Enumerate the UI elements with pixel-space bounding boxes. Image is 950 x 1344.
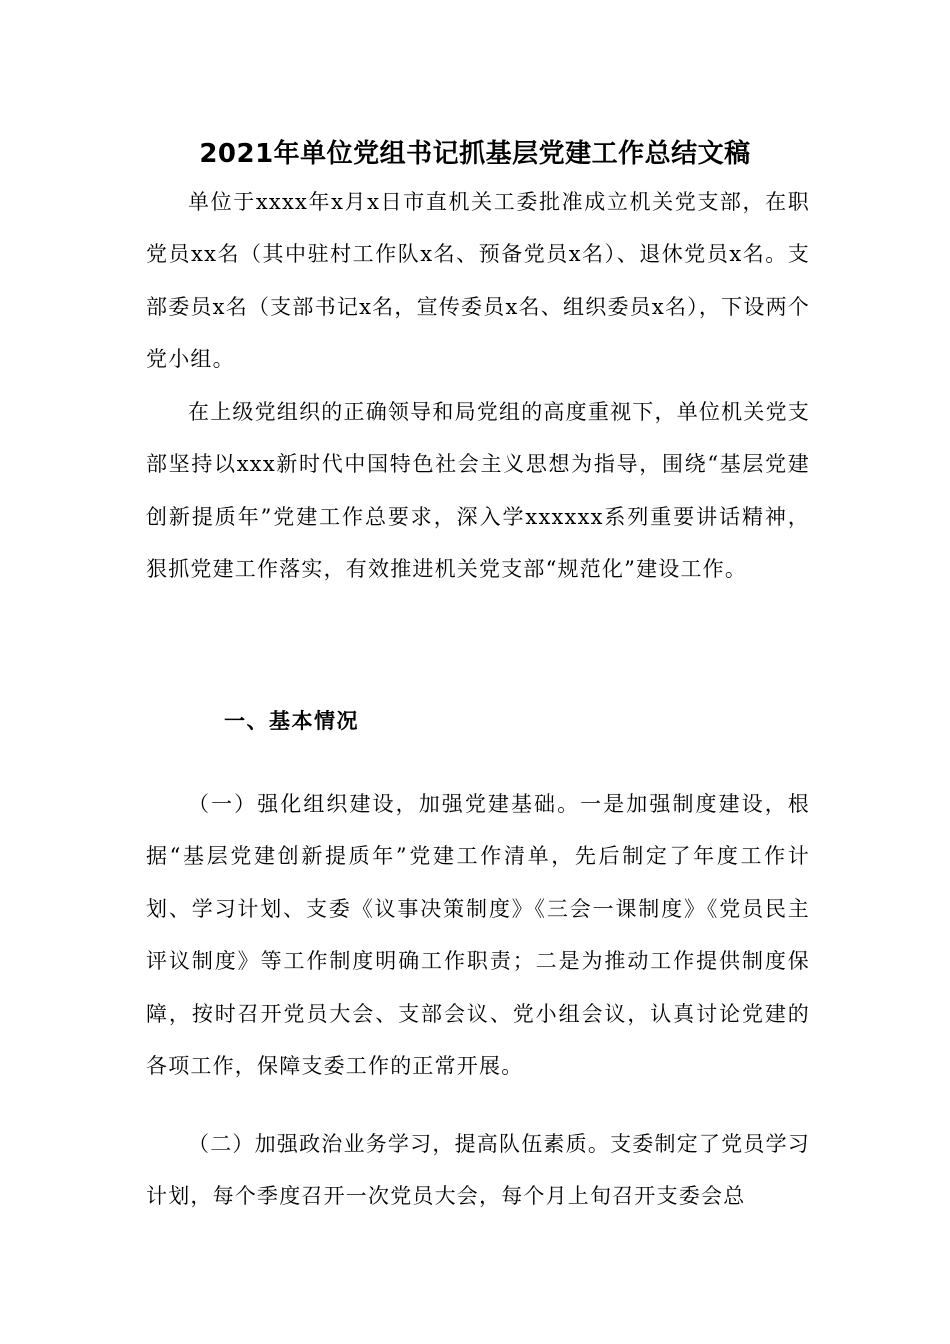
- item-two-paragraph: （二）加强政治业务学习，提高队伍素质。支委制定了党员学习计划，每个季度召开一次党员大会，每个月上旬召开支委会总: [146, 1132, 810, 1209]
- document-title: 2021年单位党组书记抓基层党建工作总结文稿: [199, 139, 751, 169]
- intro-paragraph: 单位于xxxx年x月x日市直机关工委批准成立机关党支部，在职党员xx名（其中驻村工作队x名、预备党员x名）、退休党员x名。支部委员x名（支部书记x名，宣传委员x名、组织委员x名），下设两个党小组。: [146, 190, 810, 372]
- item-one-paragraph: （一）强化组织建设，加强党建基础。一是加强制度建设，根据“基层党建创新提质年”党建工作清单，先后制定了年度工作计划、学习计划、支委《议事决策制度》《三会一课制度》《党员民主评议制度》等工作制度明确工作职责；二是为推动工作提供制度保障，按时召开党员大会、支部会议、党小组会议，认真讨论党建的各项工作，保障支委工作的正常开展。: [146, 792, 810, 1079]
- overview-paragraph: 在上级党组织的正确领导和局党组的高度重视下，单位机关党支部坚持以xxx新时代中国特色社会主义思想为指导，围绕“基层党建创新提质年”党建工作总要求，深入学xxxxxx系列重要讲话精神，狠抓党建工作落实，有效推进机关党支部“规范化”建设工作。: [146, 400, 810, 582]
- section-heading: 一、基本情况: [224, 709, 359, 733]
